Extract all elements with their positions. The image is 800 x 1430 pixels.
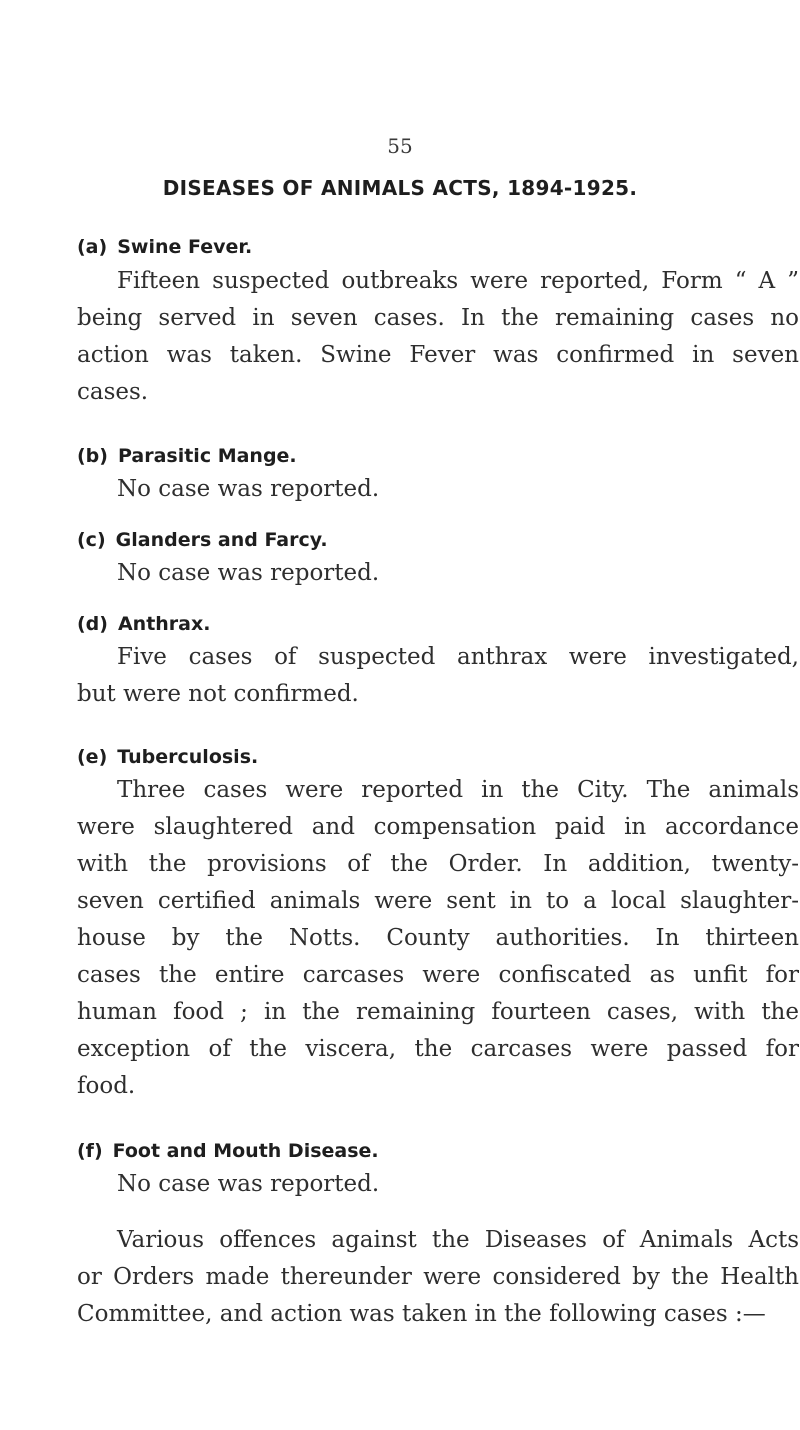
paragraph-line: No case was reported.	[117, 1171, 380, 1197]
section-letter: (b)	[77, 445, 108, 467]
section-title: Tuberculosis.	[117, 746, 259, 768]
paragraph-line: No case was reported.	[117, 476, 380, 502]
section-heading-anthrax	[77, 613, 210, 635]
paragraph-line: Various offences against the Diseases of Animals Acts	[117, 1227, 799, 1253]
paragraph-line: exception of the viscera, the carcases were passed for	[77, 1036, 799, 1062]
paragraph-line: seven certified animals were sent in to a local slaughter-	[77, 888, 799, 914]
paragraph-line: cases the entire carcases were confiscated as unfit for	[77, 962, 799, 988]
section-title: Anthrax.	[117, 613, 211, 635]
section-heading-parasitic-mange	[77, 445, 297, 467]
section-heading-tuberculosis	[77, 746, 258, 768]
paragraph-line: food.	[77, 1073, 136, 1099]
paragraph-line: but were not confirmed.	[77, 681, 359, 707]
paragraph-line: with the provisions of the Order. In addition, twenty-	[77, 851, 799, 877]
paragraph-line: or Orders made thereunder were considered by the Health	[77, 1264, 799, 1290]
section-title: Parasitic Mange.	[117, 445, 297, 467]
section-title: Glanders and Farcy.	[115, 529, 328, 551]
paragraph-line: human food ; in the remaining fourteen cases, with the	[77, 999, 799, 1025]
page-title: DISEASES OF ANIMALS ACTS, 1894-1925.	[162, 176, 638, 200]
paragraph-line: being served in seven cases. In the remaining cases no	[77, 305, 799, 331]
paragraph-line: house by the Notts. County authorities. In thirteen	[77, 925, 799, 951]
section-letter: (f)	[77, 1140, 103, 1162]
page-number: 55	[387, 134, 413, 158]
section-letter: (d)	[77, 613, 108, 635]
paragraph-line: No case was reported.	[117, 560, 380, 586]
section-title: Foot and Mouth Disease.	[112, 1140, 379, 1162]
section-letter: (c)	[77, 529, 106, 551]
section-letter: (e)	[77, 746, 108, 768]
paragraph-line: cases.	[77, 379, 149, 405]
paragraph-line: Committee, and action was taken in the following cases :—	[77, 1301, 766, 1327]
section-heading-glanders-farcy	[77, 529, 328, 551]
section-heading-swine-fever	[77, 236, 252, 258]
section-letter: (a)	[77, 236, 108, 258]
paragraph-line: Three cases were reported in the City. The animals	[117, 777, 799, 803]
section-title: Swine Fever.	[117, 236, 253, 258]
paragraph-line: were slaughtered and compensation paid in accordance	[77, 814, 799, 840]
paragraph-line: Five cases of suspected anthrax were investigated,	[117, 644, 799, 670]
paragraph-line: action was taken. Swine Fever was confirmed in seven	[77, 342, 799, 368]
paragraph-line: Fifteen suspected outbreaks were reported, Form “ A ”	[117, 268, 799, 294]
section-heading-foot-mouth	[77, 1140, 379, 1162]
